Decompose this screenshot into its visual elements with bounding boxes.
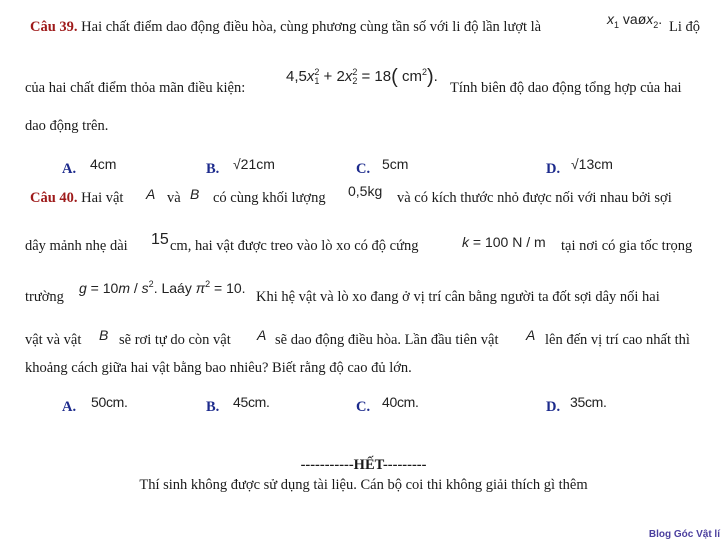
q40-var-b: B [190,186,200,202]
q40-text: Khi hệ vật và lò xo đang ở vị trí cân bằng người ta đốt sợi dây nối hai [256,289,660,305]
q39-option-d [546,160,560,178]
q40-length: 15 [151,231,169,248]
q40-text: và có kích thước nhỏ được nối với nhau bởi sợi [397,190,672,206]
q40-option-a-value: 50cm. [91,394,128,410]
q40-g-value: $g = 10m / s^2$. Laáy $\pi^2 = 10$. [79,279,246,296]
q39-option-c [356,160,370,178]
q40-text: lên đến vị trí cao nhất thì [545,332,690,348]
q40-text: sẽ dao động điều hòa. Lần đầu tiên vật [275,332,499,348]
option-letter: C. [356,161,371,177]
q40-var-b: B [99,327,109,343]
q39-option-a [62,160,76,178]
q40-text: trường [25,289,64,305]
q40-option-d [546,398,560,416]
q40-k-value: k = 100 N / m [462,234,546,250]
q39-line3: dao động trên. [25,118,109,134]
q40-option-a [62,398,76,416]
option-letter: D. [546,161,561,177]
q40-option-d-value: 35cm. [570,394,607,410]
q40-text: vật và vật [25,332,82,348]
option-letter: C. [356,399,371,415]
exam-note: Thí sinh không được sử dụng tài liệu. Cán bộ coi thi không giải thích gì thêm [139,477,588,493]
q40-mass: 0,5kg [348,183,383,199]
q39-math-condition: 4,5x 2 1 + 2x 2 2 = 18( $cm^2$). [286,66,438,88]
q40-text: Hai vật [81,190,124,206]
q40-line5: khoảng cách giữa hai vật bằng bao nhiêu? Biết rằng độ cao đủ lớn. [25,360,412,376]
q40-option-c-value: 40cm. [382,394,419,410]
q39-option-c-value: 5cm [382,156,409,172]
q40-text: dây mảnh nhẹ dài [25,238,128,254]
q40-option-b [206,398,219,416]
q39-option-b [206,160,219,178]
option-letter: B. [206,399,220,415]
q40-text: sẽ rơi tự do còn vật [119,332,231,348]
option-letter: A. [62,161,77,177]
q40-line1 [30,189,123,207]
q39-line1 [30,18,541,36]
q39-line2-start: của hai chất điểm thỏa mãn điều kiện: [25,80,246,96]
q40-option-c [356,398,370,416]
q40-text: cm, hai vật được treo vào lò xo có độ cứng [170,238,419,254]
q39-option-d-value: √13cm [571,156,613,172]
q39-text-tail: Li độ [669,19,701,35]
q39-option-a-value: 4cm [90,156,117,172]
q39-text: Hai chất điểm dao động điều hòa, cùng phương cùng tần số với li độ lần lượt là [81,19,542,35]
q39-option-b-value: √21cm [233,156,275,172]
q40-text: tại nơi có gia tốc trọng [561,238,693,254]
brand-watermark: Blog Góc Vật lí [648,529,720,540]
q40-var-a: A [526,327,536,343]
q40-number: Câu 40. [30,190,78,206]
q40-text: và [167,190,181,206]
option-letter: B. [206,161,220,177]
end-mark: -----------HẾT--------- [300,457,427,473]
q39-line2-end: Tính biên độ dao động tổng hợp của hai [450,80,682,96]
q39-math-x1x2: $x_1$ vaøx$_2$. [607,11,663,30]
option-letter: D. [546,399,561,415]
q40-option-b-value: 45cm. [233,394,270,410]
option-letter: A. [62,399,77,415]
q40-text: có cùng khối lượng [213,190,326,206]
q40-var-a: A [146,186,156,202]
q39-number: Câu 39. [30,19,78,35]
q40-var-a: A [257,327,267,343]
